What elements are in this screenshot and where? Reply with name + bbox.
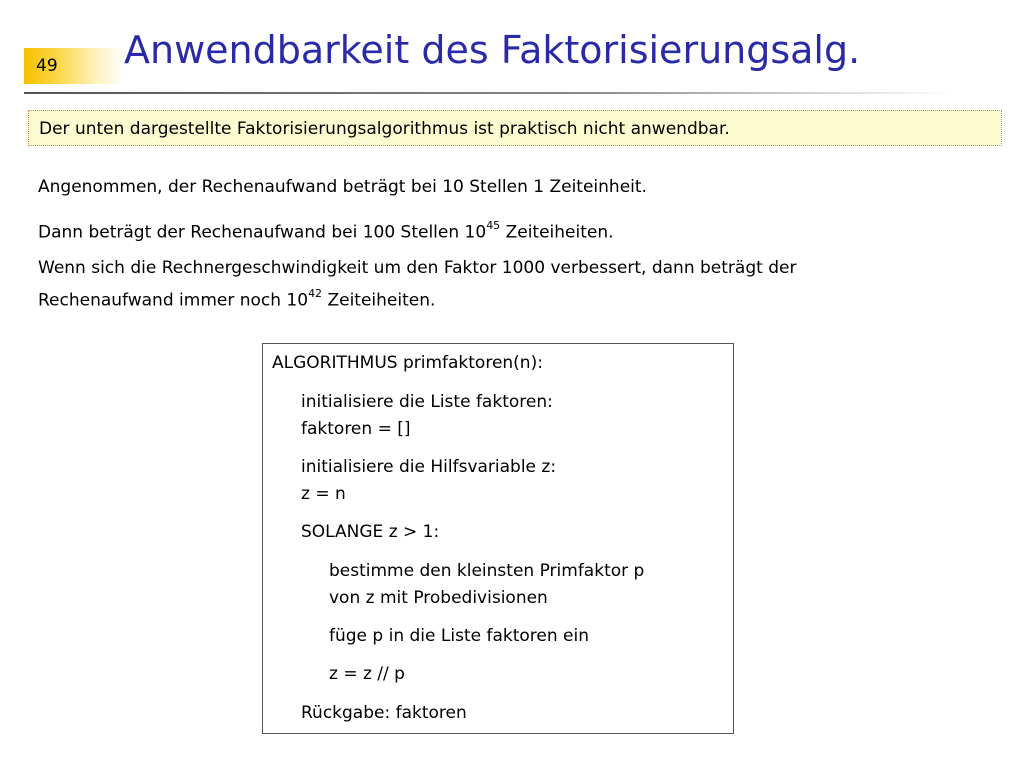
algorithm-step-2: füge p in die Liste faktoren ein (329, 626, 589, 646)
algorithm-step-1-line-1: bestimme den kleinsten Primfaktor p (329, 561, 645, 581)
algorithm-init-var-comment: initialisiere die Hilfsvariable z: (301, 457, 557, 477)
algorithm-step-1-line-2: von z mit Probedivisionen (329, 588, 548, 608)
paragraph-3 (38, 255, 796, 315)
slide-title: Anwendbarkeit des Faktorisierungsalg. (124, 28, 861, 72)
slide-number: 49 (36, 56, 58, 76)
exponent-45: 45 (486, 219, 501, 232)
note-text: Der unten dargestellte Faktorisierungsalgorithmus ist praktisch nicht anwendbar. (39, 119, 730, 139)
paragraph-2-suffix: Zeiteiheiten. (500, 222, 614, 243)
paragraph-1: Angenommen, der Rechenaufwand beträgt bei 10 Stellen 1 Zeiteinheit. (38, 177, 647, 197)
algorithm-init-list-comment: initialisiere die Liste faktoren: (301, 392, 553, 412)
algorithm-init-list-code: faktoren = [] (301, 419, 411, 439)
highlight-note-box (28, 110, 1002, 146)
paragraph-3-line-2 (38, 282, 796, 315)
paragraph-3-text: Rechenaufwand immer noch 10 (38, 290, 309, 311)
algorithm-box (262, 343, 734, 734)
exponent-42: 42 (308, 287, 323, 300)
slide-number-badge (24, 48, 124, 84)
paragraph-3-line-1: Wenn sich die Rechnergeschwindigkeit um den Faktor 1000 verbessert, dann beträgt der (38, 258, 797, 278)
paragraph-2-text: Dann beträgt der Rechenaufwand bei 100 Stellen 10 (38, 222, 487, 243)
algorithm-step-3: z = z // p (329, 664, 405, 684)
algorithm-init-var-code: z = n (301, 484, 346, 504)
algorithm-loop: SOLANGE z > 1: (301, 522, 440, 542)
title-divider (24, 92, 954, 94)
algorithm-return: Rückgabe: faktoren (301, 703, 467, 723)
paragraph-3-suffix: Zeiteiheiten. (322, 290, 436, 311)
algorithm-header: ALGORITHMUS primfaktoren(n): (272, 353, 543, 373)
paragraph-2 (38, 214, 614, 247)
